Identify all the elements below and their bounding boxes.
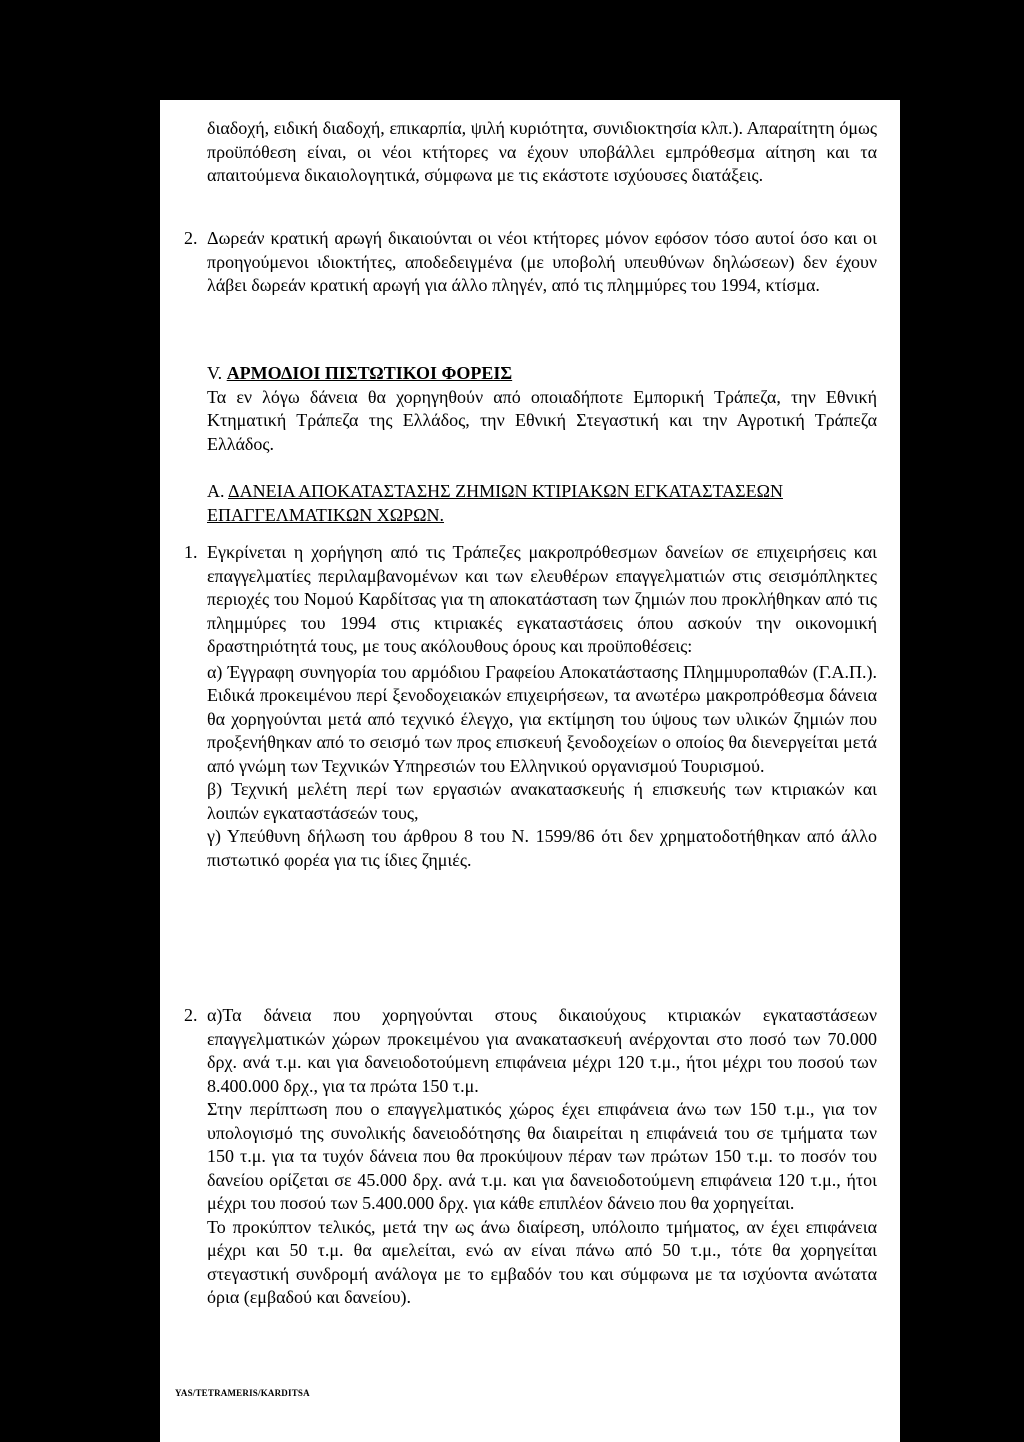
a2-block: [184, 1004, 877, 1310]
a2-number: 2.: [184, 1005, 198, 1025]
top-paragraph: διαδοχή, ειδική διαδοχή, επικαρπία, ψιλή κυριότητα, συνιδιοκτησία κλπ.). Απαραίτητη όμως προϋπόθεση είναι, οι νέοι κτήτορες να έχουν υποβάλλει εμπρόθεσμα αίτηση και τα απαιτούμενα δικαιολογητικά, σύμφωνα με τις εκάστοτε ισχύουσες διατάξεις.: [207, 118, 877, 185]
item-2-text: Δωρεάν κρατική αρωγή δικαιούνται οι νέοι κτήτορες μόνον εφόσον τόσο αυτοί όσο και οι προηγούμενοι ιδιοκτήτες, αποδεδειγμένα (με υποβολή υπευθύνων δηλώσεων) δεν έχουν λάβει δωρεάν κρατική αρωγή για άλλο πληγέν, από τις πλημμύρες του 1994, κτίσμα.: [207, 228, 877, 295]
section-v-title: ΑΡΜΟΔΙΟΙ ΠΙΣΤΩΤΙΚΟΙ ΦΟΡΕΙΣ: [226, 363, 513, 383]
a1-sub-b: β) Τεχνική μελέτη περί των εργασιών ανακατασκευής ή επισκευής των κτιριακών και λοιπών εγκαταστάσεών τους,: [207, 779, 877, 823]
a1-subitems: [207, 661, 877, 873]
a1-block: [184, 541, 877, 872]
item-2-number: 2.: [184, 228, 198, 248]
section-v-label: V.: [207, 363, 223, 383]
section-a-label: Α.: [207, 481, 225, 501]
a2-text-1: α)Τα δάνεια που χορηγούνται στους δικαιούχους κτιριακών εγκαταστάσεων επαγγελματικών χώρων προκειμένου για ανακατασκευή ανέρχονται στο ποσό των 70.000 δρχ. ανά τ.μ. και για δανειοδοτούμενη επιφάνεια μέχρι 120 τ.μ., ήτοι μέχρι του ποσού των 8.400.000 δρχ., για τα πρώτα 150 τ.μ.: [207, 1005, 877, 1096]
a1-paragraph: [184, 541, 877, 659]
a1-number: 1.: [184, 542, 198, 562]
item-2-block: [184, 227, 877, 298]
a1-sub-a: α) Έγγραφη συνηγορία του αρμόδιου Γραφείου Αποκατάστασης Πλημμυροπαθών (Γ.Α.Π.). Ειδικά προκειμένου περί ξενοδοχειακών επιχειρήσεων, τα ανωτέρω μακροπρόθεσμα δάνεια θα χορηγούνται μετά από τεχνικό έλεγχο, για εκτίμηση του ύψους των υλικών ζημιών που προξενήθηκαν από το σεισμό των προς επισκευή ξενοδοχείων ο οποίος θα διενεργείται μετά από γνώμη των Τεχνικών Υπηρεσιών του Ελληνικού οργανισμού Τουρισμού.: [207, 661, 877, 776]
a2-text-3: Το προκύπτον τελικός, μετά την ως άνω διαίρεση, υπόλοιπο τμήματος, αν έχει επιφάνεια μέχρι και 50 τ.μ. θα αμελείται, ενώ αν είναι πάνω από 50 τ.μ., τότε θα χορηγείται στεγαστική συνδρομή ανάλογα με το εμβαδόν του και σύμφωνα με τα ισχύοντα ανώτατα όρια (εμβαδού και δανείου).: [207, 1216, 877, 1307]
a2-text-2: Στην περίπτωση που ο επαγγελματικός χώρος έχει επιφάνεια άνω των 150 τ.μ., για τον υπολογισμό της συνολικής δανειοδότησης θα διαιρείται η επιφάνειά του σε τμήματα των 150 τ.μ. για τα τυχόν δάνεια που θα προκύψουν πέραν των πρώτων 150 τ.μ. το ποσόν του δανείου ορίζεται σε 45.000 δρχ. ανά τ.μ. και για δανειοδοτούμενη επιφάνεια 120 τ.μ., ήτοι μέχρι του ποσού των 5.400.000 δρχ. για κάθε επιπλέον δάνειο που θα χορηγείται.: [207, 1099, 877, 1213]
section-v-heading: [207, 362, 877, 386]
top-paragraph-block: [207, 117, 877, 188]
a1-sub-c: γ) Υπεύθυνη δήλωση του άρθρου 8 του Ν. 1599/86 ότι δεν χρηματοδοτήθηκαν από άλλο πιστωτικό φορέα για τις ίδιες ζημιές.: [207, 826, 877, 870]
section-a-title: ΔΑΝΕΙΑ ΑΠΟΚΑΤΑΣΤΑΣΗΣ ΖΗΜΙΩΝ ΚΤΙΡΙΑΚΩΝ ΕΓΚΑΤΑΣΤΑΣΕΩΝ ΕΠΑΓΓΕΛΜΑΤΙΚΩΝ ΧΩΡΩΝ.: [207, 481, 783, 525]
section-v-paragraph: Τα εν λόγω δάνεια θα χορηγηθούν από οποιαδήποτε Εμπορική Τράπεζα, την Εθνική Κτηματική Τράπεζα της Ελλάδος, την Εθνική Στεγαστική και την Αγροτική Τράπεζα Ελλάδος.: [207, 386, 877, 454]
a2-paragraph: [184, 1004, 877, 1098]
section-a-heading: [207, 480, 877, 527]
a1-text: Εγκρίνεται η χορήγηση από τις Τράπεζες μακροπρόθεσμων δανείων σε επιχειρήσεις και επαγγελματίες περιλαμβανομένων και των ελευθέρων επαγγελματιών στις σεισμόπληκτες περιοχές του Νομού Καρδίτσας για τη αποκατάσταση των ζημιών που προκλήθηκαν από τις πλημμύρες του 1994 στις κτιριακές εγκαταστάσεις όπου ασκούν την οικονομική δραστηριότητά τους, με τους ακόλουθους όρους και προϋποθέσεις:: [207, 542, 877, 656]
footer-code: YAS/TETRAMERIS/KARDITSA: [175, 1388, 310, 1398]
item-2-paragraph: [184, 227, 877, 298]
section-v-block: [207, 362, 877, 456]
section-a-block: [207, 480, 877, 527]
